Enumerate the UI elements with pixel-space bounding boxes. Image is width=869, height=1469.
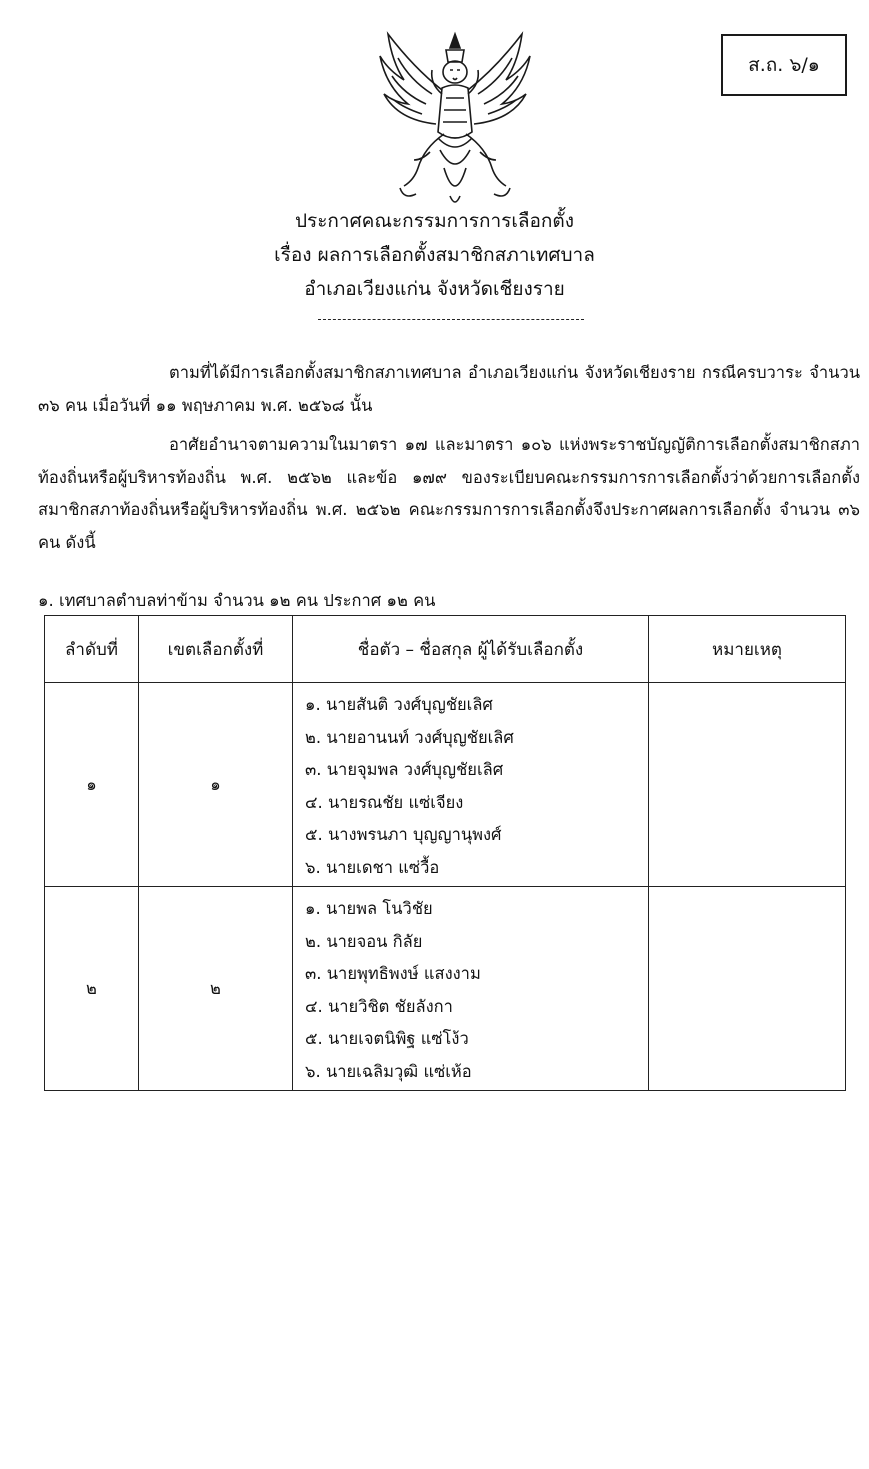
row-remark: [649, 887, 846, 1091]
candidate-name: ๑. นายสันติ วงศ์บุญชัยเลิศ: [305, 695, 493, 714]
row-names: [293, 683, 649, 887]
row-names: [293, 887, 649, 1091]
candidate-name: ๒. นายจอน กิลัย: [305, 931, 423, 951]
paragraph-2-text: อาศัยอำนาจตามความในมาตรา ๑๗ และมาตรา ๑๐๖ แห่งพระราชบัญญัติการเลือกตั้งสมาชิกสภาท้องถิ่นหรือผู้บริหารท้องถิ่น พ.ศ. ๒๕๖๒ และข้อ ๑๗๙ ของระเบียบคณะกรรมการการเลือกตั้งว่าด้วยการเลือกตั้งสมาชิกสภาท้องถิ่นหรือผู้บริหารท้องถิ่น พ.ศ. ๒๕๖๒ คณะกรรมการการเลือกตั้งจึงประกาศผลการเลือกตั้ง จำนวน ๓๖ คน ดังนี้: [38, 435, 860, 552]
candidate-name: ๔. นายวิชิต ชัยลังกา: [305, 996, 453, 1016]
title-separator: [318, 319, 584, 320]
candidate-name: ๕. นายเจตนิพิฐ แซ่โง้ว: [305, 1029, 469, 1048]
header-order: ลำดับที่: [45, 616, 139, 683]
table-header-row: [45, 616, 846, 683]
announcement-title: ประกาศคณะกรรมการการเลือกตั้ง: [294, 210, 575, 232]
candidate-name: ๒. นายอานนท์ วงศ์บุญชัยเลิศ: [305, 727, 514, 747]
header-district: เขตเลือกตั้งที่: [139, 616, 293, 683]
candidate-name: ๕. นางพรนภา บุญญานุพงศ์: [305, 825, 502, 844]
header-remark: หมายเหตุ: [649, 616, 846, 683]
candidate-name: ๖. นายเดชา แซ่วื้อ: [305, 857, 440, 877]
candidate-name: ๓. นายพุทธิพงษ์ แสงงาม: [305, 964, 481, 983]
table-row: [45, 683, 846, 887]
garuda-emblem-icon: [374, 28, 536, 210]
results-table: [44, 615, 846, 1091]
candidate-name: ๓. นายจุมพล วงศ์บุญชัยเลิศ: [305, 760, 504, 779]
announcement-location: อำเภอเวียงแก่น จังหวัดเชียงราย: [304, 278, 565, 300]
row-order: ๒: [45, 887, 139, 1091]
paragraph-2: [38, 429, 860, 559]
row-district: ๒: [139, 887, 293, 1091]
row-remark: [649, 683, 846, 887]
section-title: ๑. เทศบาลตำบลท่าข้าม จำนวน ๑๒ คน ประกาศ ๑๒ คน: [38, 591, 436, 610]
paragraph-1-text: ตามที่ได้มีการเลือกตั้งสมาชิกสภาเทศบาล อำเภอเวียงแก่น จังหวัดเชียงราย กรณีครบวาระ จำนวน ๓๖ คน เมื่อวันที่ ๑๑ พฤษภาคม พ.ศ. ๒๕๖๘ นั้น: [38, 363, 860, 415]
announcement-subject: เรื่อง ผลการเลือกตั้งสมาชิกสภาเทศบาล: [274, 244, 595, 266]
row-order: ๑: [45, 683, 139, 887]
paragraph-1: [38, 357, 860, 422]
document-code: ส.ถ. ๖/๑: [748, 54, 820, 76]
header-names: ชื่อตัว – ชื่อสกุล ผู้ได้รับเลือกตั้ง: [293, 616, 649, 683]
candidate-name: ๔. นายรณชัย แซ่เจียง: [305, 792, 464, 812]
candidate-name: ๑. นายพล โนวิชัย: [305, 899, 433, 918]
document-code-box: [721, 34, 847, 96]
candidate-name: ๖. นายเฉลิมวุฒิ แซ่เห้อ: [305, 1061, 472, 1081]
table-row: [45, 887, 846, 1091]
row-district: ๑: [139, 683, 293, 887]
